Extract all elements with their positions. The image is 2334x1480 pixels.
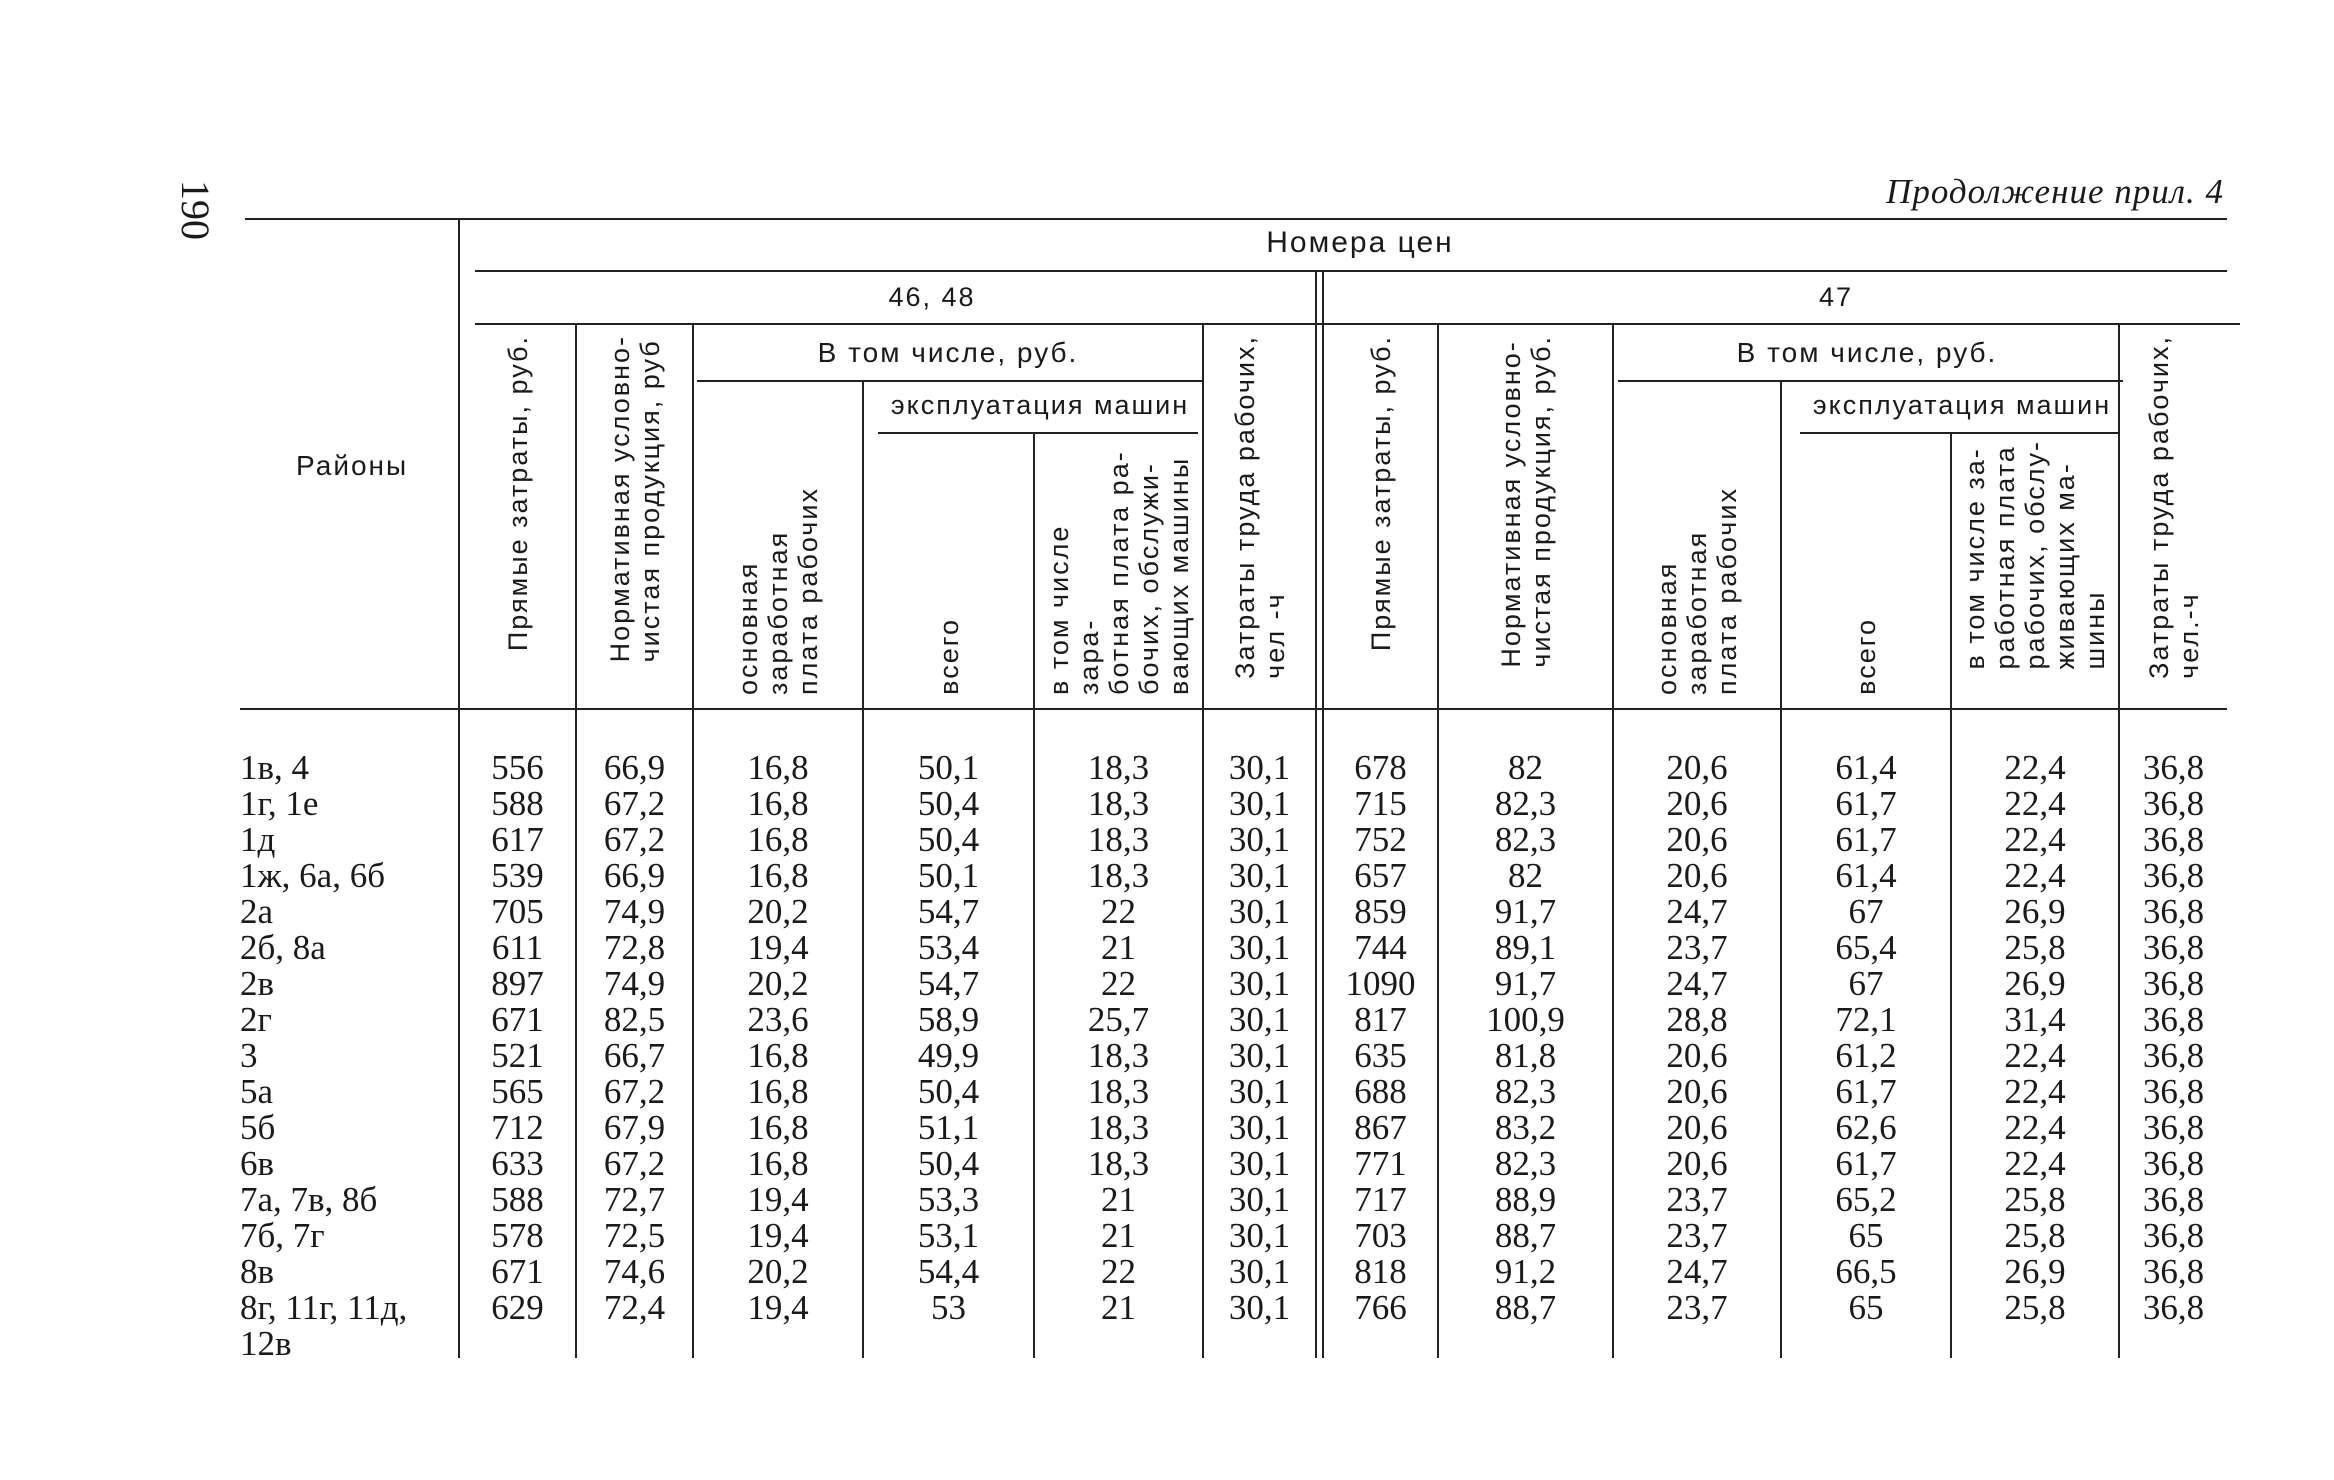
cell-machine-wages-b: 22,4 <box>2004 1108 2066 1147</box>
cell-machine-wages-a: 21 <box>1101 1288 1136 1327</box>
cell-labor-b: 36,8 <box>2142 1000 2205 1039</box>
col-header-labor-b: Затраты труда рабочих, чел.-ч <box>2143 335 2204 679</box>
cell-direct-costs-b: 678 <box>1354 748 1407 787</box>
cell-labor-a: 30,1 <box>1228 892 1291 931</box>
cell-machine-wages-a: 25,7 <box>1087 1000 1150 1039</box>
cell-direct-costs-b: 766 <box>1354 1288 1407 1327</box>
header-bottom-rule <box>240 708 2227 710</box>
cell-labor-a: 30,1 <box>1228 1216 1291 1255</box>
cell-normative-product-a: 72,4 <box>603 1288 666 1327</box>
district-cell: 7а, 7в, 8б <box>240 1180 378 1219</box>
cell-normative-product-a: 66,9 <box>603 856 666 895</box>
cell-direct-costs-a: 705 <box>491 892 544 931</box>
cell-labor-a: 30,1 <box>1228 1180 1291 1219</box>
cell-machines-total-b: 65 <box>1848 1216 1884 1255</box>
cell-normative-product-a: 67,2 <box>603 784 666 823</box>
cell-base-wages-b: 23,7 <box>1666 1216 1728 1255</box>
cell-machines-total-a: 54,7 <box>917 964 980 1003</box>
cell-normative-product-b: 88,7 <box>1494 1216 1557 1255</box>
cell-machines-total-a: 50,1 <box>917 856 980 895</box>
cell-normative-product-b: 82 <box>1508 748 1543 787</box>
cell-direct-costs-b: 1090 <box>1345 964 1416 1003</box>
cell-direct-costs-b: 771 <box>1354 1144 1407 1183</box>
group-b-machines-header: эксплуатация машин <box>1812 390 2112 420</box>
cell-base-wages-b: 20,6 <box>1666 1144 1728 1183</box>
group-separator <box>1315 270 1317 1358</box>
cell-machine-wages-a: 21 <box>1101 1180 1136 1219</box>
cell-machine-wages-b: 22,4 <box>2004 1144 2066 1183</box>
cell-normative-product-b: 91,7 <box>1494 964 1557 1003</box>
cell-base-wages-b: 28,8 <box>1666 1000 1728 1039</box>
cell-direct-costs-a: 611 <box>491 928 544 967</box>
cell-labor-b: 36,8 <box>2142 784 2205 823</box>
cell-base-wages-a: 19,4 <box>747 1180 809 1219</box>
top-rule <box>245 218 2227 220</box>
cell-direct-costs-b: 744 <box>1354 928 1407 967</box>
cell-machines-total-b: 72,1 <box>1835 1000 1897 1039</box>
district-cell: 2б, 8а <box>240 928 326 967</box>
cell-base-wages-b: 20,6 <box>1666 748 1728 787</box>
cell-labor-a: 30,1 <box>1228 928 1291 967</box>
cell-machines-total-b: 61,2 <box>1835 1036 1897 1075</box>
cell-base-wages-b: 20,6 <box>1666 1108 1728 1147</box>
cell-base-wages-a: 16,8 <box>747 748 809 787</box>
cell-machines-total-a: 53,3 <box>917 1180 980 1219</box>
cell-normative-product-b: 88,7 <box>1494 1288 1557 1327</box>
cell-machine-wages-b: 26,9 <box>2004 964 2066 1003</box>
cell-direct-costs-b: 715 <box>1354 784 1407 823</box>
cell-direct-costs-a: 556 <box>491 748 544 787</box>
cell-labor-a: 30,1 <box>1228 820 1291 859</box>
cell-labor-b: 36,8 <box>2142 1216 2205 1255</box>
cell-machines-total-b: 65 <box>1848 1288 1884 1327</box>
group-b-title: 47 <box>1818 282 1854 312</box>
cell-labor-a: 30,1 <box>1228 964 1291 1003</box>
cell-machines-total-b: 61,7 <box>1835 784 1897 823</box>
district-cell: 2а <box>240 892 274 931</box>
cell-machine-wages-a: 22 <box>1101 1252 1136 1291</box>
col-header-base-wages-b: основная заработная плата рабочих <box>1652 487 1742 695</box>
cell-direct-costs-b: 657 <box>1354 856 1407 895</box>
cell-direct-costs-a: 671 <box>491 1252 544 1291</box>
cell-direct-costs-a: 539 <box>491 856 544 895</box>
cell-base-wages-a: 16,8 <box>747 1108 809 1147</box>
cell-normative-product-a: 72,8 <box>603 928 666 967</box>
cell-machines-total-a: 53,1 <box>917 1216 980 1255</box>
district-cell: 6в <box>240 1144 275 1183</box>
cell-normative-product-a: 74,6 <box>603 1252 666 1291</box>
cell-base-wages-a: 23,6 <box>747 1000 809 1039</box>
cell-machine-wages-b: 22,4 <box>2004 820 2066 859</box>
cell-direct-costs-a: 712 <box>491 1108 544 1147</box>
group-a-incl-header: В том числе, руб. <box>817 337 1079 368</box>
cell-normative-product-b: 89,1 <box>1494 928 1557 967</box>
cell-machines-total-a: 53 <box>931 1288 966 1327</box>
cell-machine-wages-a: 21 <box>1101 928 1136 967</box>
group-title-rule <box>475 323 2240 325</box>
cell-base-wages-b: 20,6 <box>1666 1036 1728 1075</box>
cell-labor-a: 30,1 <box>1228 1144 1291 1183</box>
cell-base-wages-b: 23,7 <box>1666 1288 1728 1327</box>
cell-labor-a: 30,1 <box>1228 1036 1291 1075</box>
district-cell: 1г, 1е <box>240 784 319 823</box>
cell-machine-wages-b: 22,4 <box>2004 856 2066 895</box>
cell-machine-wages-a: 18,3 <box>1087 1036 1150 1075</box>
cell-machines-total-b: 66,5 <box>1835 1252 1897 1291</box>
cell-machine-wages-b: 25,8 <box>2004 1288 2066 1327</box>
district-cell: 5б <box>240 1108 276 1147</box>
cell-direct-costs-a: 633 <box>491 1144 544 1183</box>
cell-direct-costs-a: 521 <box>491 1036 544 1075</box>
district-cell: 8в <box>240 1252 275 1291</box>
continuation-title: Продолжение прил. 4 <box>1886 172 2224 211</box>
cell-machines-total-b: 67 <box>1848 892 1884 931</box>
col-header-normative-product-b: Нормативная условно- чистая продукция, руб. <box>1495 335 1556 668</box>
cell-machine-wages-a: 18,3 <box>1087 748 1150 787</box>
cell-labor-a: 30,1 <box>1228 1288 1291 1327</box>
cell-direct-costs-a: 671 <box>491 1000 544 1039</box>
cell-labor-b: 36,8 <box>2142 1072 2205 1111</box>
cell-direct-costs-a: 588 <box>491 784 544 823</box>
incl-rule-a <box>697 380 1202 382</box>
cell-normative-product-a: 66,7 <box>603 1036 666 1075</box>
cell-labor-a: 30,1 <box>1228 748 1291 787</box>
page-number: 190 <box>173 180 218 240</box>
cell-machine-wages-b: 26,9 <box>2004 892 2066 931</box>
cell-labor-b: 36,8 <box>2142 748 2205 787</box>
districts-header: Районы <box>296 450 409 481</box>
district-cell: 1ж, 6а, 6б <box>240 856 386 895</box>
cell-direct-costs-b: 635 <box>1354 1036 1407 1075</box>
cell-machine-wages-b: 25,8 <box>2004 1216 2066 1255</box>
cell-normative-product-b: 83,2 <box>1494 1108 1557 1147</box>
cell-labor-b: 36,8 <box>2142 964 2205 1003</box>
cell-base-wages-b: 23,7 <box>1666 928 1728 967</box>
cell-machines-total-b: 61,4 <box>1835 856 1897 895</box>
col-header-labor-a: Затраты труда рабочих, чел -ч <box>1229 335 1290 679</box>
cell-machines-total-b: 61,7 <box>1835 1072 1897 1111</box>
cell-base-wages-a: 16,8 <box>747 1144 809 1183</box>
cell-machines-total-a: 50,4 <box>917 784 980 823</box>
cell-base-wages-a: 19,4 <box>747 928 809 967</box>
cell-labor-a: 30,1 <box>1228 1000 1291 1039</box>
cell-base-wages-b: 20,6 <box>1666 784 1728 823</box>
price-numbers-rule <box>475 270 2227 272</box>
cell-base-wages-a: 16,8 <box>747 820 809 859</box>
cell-base-wages-a: 16,8 <box>747 784 809 823</box>
cell-base-wages-b: 24,7 <box>1666 964 1728 1003</box>
cell-machines-total-a: 50,4 <box>917 1144 980 1183</box>
cell-normative-product-a: 67,9 <box>603 1108 666 1147</box>
cell-base-wages-b: 20,6 <box>1666 1072 1728 1111</box>
machines-rule-b <box>1800 432 2120 434</box>
cell-machines-total-b: 62,6 <box>1835 1108 1897 1147</box>
cell-labor-b: 36,8 <box>2142 820 2205 859</box>
cell-labor-a: 30,1 <box>1228 1108 1291 1147</box>
cell-normative-product-b: 91,7 <box>1494 892 1557 931</box>
cell-machine-wages-b: 25,8 <box>2004 1180 2066 1219</box>
cell-base-wages-a: 16,8 <box>747 1072 809 1111</box>
cell-machine-wages-b: 22,4 <box>2004 784 2066 823</box>
cell-base-wages-a: 19,4 <box>747 1288 809 1327</box>
cell-direct-costs-b: 867 <box>1354 1108 1407 1147</box>
cell-labor-a: 30,1 <box>1228 1252 1291 1291</box>
cell-machines-total-a: 58,9 <box>917 1000 980 1039</box>
cell-labor-b: 36,8 <box>2142 1180 2205 1219</box>
cell-normative-product-b: 81,8 <box>1494 1036 1557 1075</box>
cell-labor-a: 30,1 <box>1228 784 1291 823</box>
cell-machine-wages-a: 18,3 <box>1087 1144 1150 1183</box>
cell-machine-wages-b: 26,9 <box>2004 1252 2066 1291</box>
cell-normative-product-b: 82,3 <box>1494 1144 1557 1183</box>
district-cell: 1в, 4 <box>240 748 310 787</box>
cell-base-wages-b: 24,7 <box>1666 1252 1728 1291</box>
col-header-normative-product-a: Нормативная условно- чистая продукция, руб <box>604 335 665 663</box>
cell-machines-total-b: 61,7 <box>1835 820 1897 859</box>
cell-normative-product-b: 82 <box>1508 856 1543 895</box>
district-cell: 2в <box>240 964 275 1003</box>
cell-base-wages-a: 20,2 <box>747 892 809 931</box>
cell-machine-wages-a: 18,3 <box>1087 1108 1150 1147</box>
incl-rule-b <box>1618 380 2123 382</box>
price-numbers-header: Номера цен <box>1266 226 1454 259</box>
cell-normative-product-a: 67,2 <box>603 1144 666 1183</box>
cell-normative-product-a: 66,9 <box>603 748 666 787</box>
cell-labor-a: 30,1 <box>1228 1072 1291 1111</box>
cell-normative-product-b: 100,9 <box>1486 1000 1565 1039</box>
cell-normative-product-b: 88,9 <box>1494 1180 1557 1219</box>
col-header-direct-costs-b: Прямые затраты, руб. <box>1365 335 1396 652</box>
cell-labor-b: 36,8 <box>2142 1288 2205 1327</box>
district-cell: 3 <box>240 1036 258 1075</box>
col-header-machines-total-b: всего <box>1851 618 1881 695</box>
cell-base-wages-a: 20,2 <box>747 1252 809 1291</box>
cell-labor-b: 36,8 <box>2142 1144 2205 1183</box>
cell-direct-costs-b: 818 <box>1354 1252 1407 1291</box>
cell-machines-total-a: 54,7 <box>917 892 980 931</box>
cell-base-wages-b: 24,7 <box>1666 892 1728 931</box>
cell-machines-total-a: 54,4 <box>917 1252 980 1291</box>
machines-rule-a <box>878 432 1198 434</box>
cell-machines-total-a: 53,4 <box>917 928 980 967</box>
cell-direct-costs-b: 817 <box>1354 1000 1407 1039</box>
cell-labor-b: 36,8 <box>2142 1036 2205 1075</box>
col-header-machine-wages-a: в том числе зара- ботная плата ра- бочих, обслужи- вающих машины <box>1043 450 1194 695</box>
cell-base-wages-b: 23,7 <box>1666 1180 1728 1219</box>
cell-direct-costs-b: 717 <box>1354 1180 1407 1219</box>
cell-machines-total-a: 50,4 <box>917 820 980 859</box>
cell-normative-product-a: 67,2 <box>603 820 666 859</box>
cell-machine-wages-a: 18,3 <box>1087 856 1150 895</box>
group-a-machines-header: эксплуатация машин <box>890 390 1190 420</box>
cell-base-wages-a: 19,4 <box>747 1216 809 1255</box>
cell-machines-total-a: 51,1 <box>917 1108 980 1147</box>
cell-direct-costs-a: 617 <box>491 820 544 859</box>
cell-normative-product-a: 74,9 <box>603 964 666 1003</box>
cell-machine-wages-b: 22,4 <box>2004 1036 2066 1075</box>
cell-normative-product-b: 82,3 <box>1494 1072 1557 1111</box>
cell-base-wages-b: 20,6 <box>1666 820 1728 859</box>
cell-machines-total-b: 65,4 <box>1835 928 1897 967</box>
cell-machine-wages-a: 18,3 <box>1087 784 1150 823</box>
cell-direct-costs-a: 897 <box>491 964 544 1003</box>
cell-machine-wages-a: 21 <box>1101 1216 1136 1255</box>
group-a-title: 46, 48 <box>888 282 976 312</box>
cell-direct-costs-b: 703 <box>1354 1216 1407 1255</box>
cell-direct-costs-b: 688 <box>1354 1072 1407 1111</box>
cell-machines-total-a: 49,9 <box>917 1036 980 1075</box>
cell-machine-wages-b: 31,4 <box>2004 1000 2066 1039</box>
cell-direct-costs-a: 629 <box>491 1288 544 1327</box>
cell-base-wages-a: 16,8 <box>747 856 809 895</box>
cell-labor-a: 30,1 <box>1228 856 1291 895</box>
cell-direct-costs-a: 565 <box>491 1072 544 1111</box>
cell-machine-wages-a: 22 <box>1101 892 1136 931</box>
cell-machine-wages-b: 22,4 <box>2004 1072 2066 1111</box>
cell-machines-total-b: 65,2 <box>1835 1180 1897 1219</box>
cell-direct-costs-a: 588 <box>491 1180 544 1219</box>
cell-machine-wages-b: 25,8 <box>2004 928 2066 967</box>
cell-normative-product-a: 72,5 <box>603 1216 666 1255</box>
cell-machine-wages-b: 22,4 <box>2004 748 2066 787</box>
col-header-machines-total-a: всего <box>933 618 964 695</box>
col-header-base-wages-a: основная заработная плата рабочих <box>733 487 823 695</box>
cell-normative-product-b: 82,3 <box>1494 820 1557 859</box>
cell-machines-total-b: 67 <box>1848 964 1884 1003</box>
cell-base-wages-a: 16,8 <box>747 1036 809 1075</box>
cell-labor-b: 36,8 <box>2142 1108 2205 1147</box>
cell-labor-b: 36,8 <box>2142 928 2205 967</box>
cell-machine-wages-a: 22 <box>1101 964 1136 1003</box>
cell-machines-total-a: 50,4 <box>917 1072 980 1111</box>
group-b-incl-header: В том числе, руб. <box>1736 337 1998 368</box>
cell-machine-wages-a: 18,3 <box>1087 1072 1150 1111</box>
district-cell: 2г <box>240 1000 272 1039</box>
cell-normative-product-a: 72,7 <box>603 1180 666 1219</box>
cell-direct-costs-b: 752 <box>1354 820 1407 859</box>
cell-machines-total-b: 61,7 <box>1835 1144 1897 1183</box>
cell-base-wages-b: 20,6 <box>1666 856 1728 895</box>
cell-labor-b: 36,8 <box>2142 1252 2205 1291</box>
cell-normative-product-a: 67,2 <box>603 1072 666 1111</box>
cell-machines-total-b: 61,4 <box>1835 748 1897 787</box>
cell-machine-wages-a: 18,3 <box>1087 820 1150 859</box>
cell-machines-total-a: 50,1 <box>917 748 980 787</box>
cell-labor-b: 36,8 <box>2142 856 2205 895</box>
district-cell: 7б, 7г <box>240 1216 325 1255</box>
district-cell: 5а <box>240 1072 274 1111</box>
cell-direct-costs-a: 578 <box>491 1216 544 1255</box>
col-header-direct-costs-a: Прямые затраты, руб. <box>502 335 533 652</box>
cell-normative-product-b: 82,3 <box>1494 784 1557 823</box>
cell-normative-product-b: 91,2 <box>1494 1252 1557 1291</box>
cell-normative-product-a: 82,5 <box>603 1000 666 1039</box>
cell-direct-costs-b: 859 <box>1354 892 1407 931</box>
col-header-machine-wages-b: в том числе за- работная плата рабочих, обслу- живающих ма- шины <box>1960 440 2110 670</box>
district-cell: 8г, 11г, 11д, 12в <box>240 1288 408 1363</box>
cell-labor-b: 36,8 <box>2142 892 2205 931</box>
cell-base-wages-a: 20,2 <box>747 964 809 1003</box>
cell-normative-product-a: 74,9 <box>603 892 666 931</box>
district-cell: 1д <box>240 820 276 859</box>
